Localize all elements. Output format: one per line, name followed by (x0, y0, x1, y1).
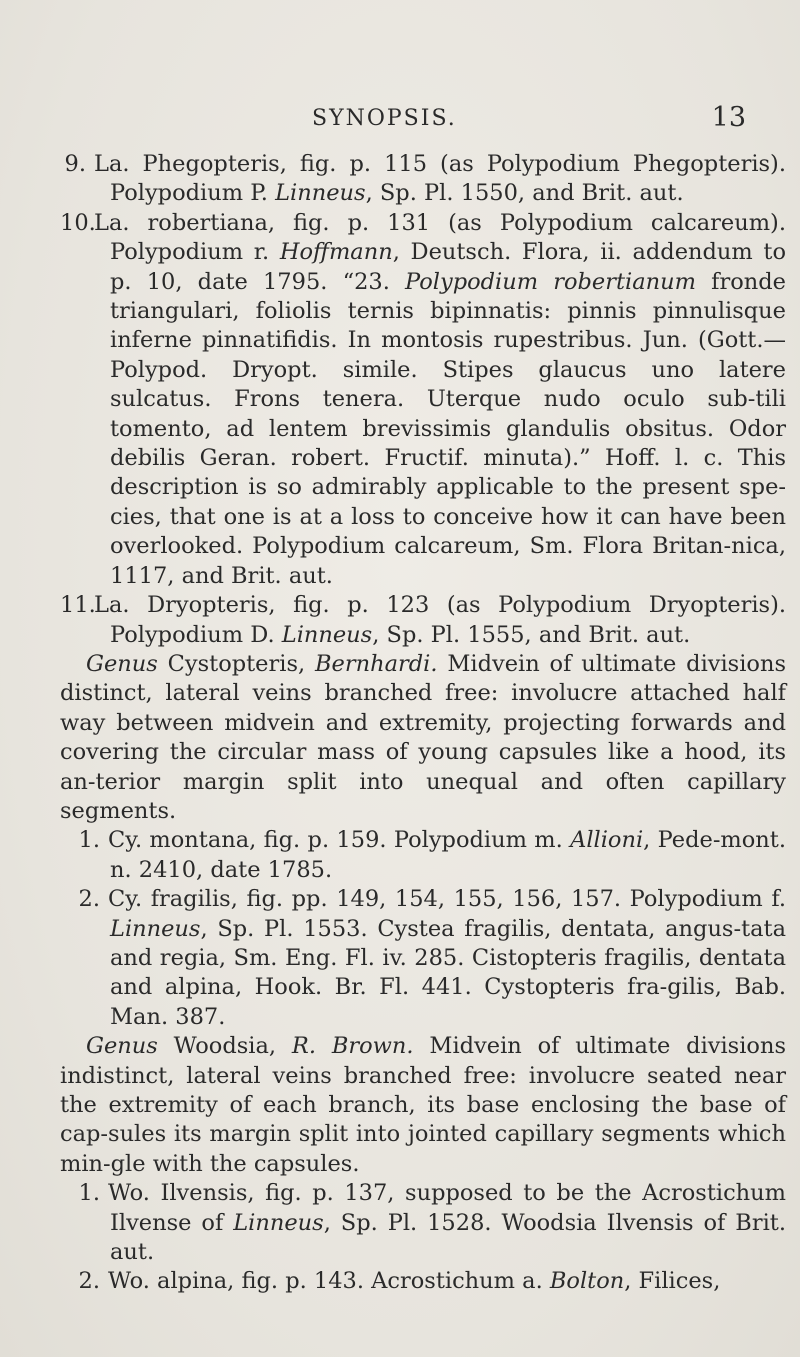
entry-number: 10. (60, 209, 96, 236)
genus-label: Genus (86, 1033, 158, 1060)
entry-text: , Sp. Pl. 1550, and Brit. aut. (365, 180, 684, 207)
genus-description: Midvein of ultimate divisions distinct, lateral veins branched free: involucre attached half way between midvein and extremity, projecting forwards and covering the circular mass of young capsules like a hood, its an-terior margin split into unequal and often capillary segments. (60, 650, 786, 824)
entry-text: , Sp. Pl. 1553. Cystea fragilis, dentata, angus-tata and regia, Sm. Eng. Fl. iv. 285. Cistopteris fragilis, dentata and alpina, Hook. Br. Fl. 441. Cystopteris fra-gilis, Bab. Man. 387. (110, 915, 786, 1030)
genus-author: R. Brown. (291, 1033, 414, 1060)
entry-text: Wo. alpina, fig. p. 143. Acrostichum a. (108, 1268, 550, 1295)
entry-number: 1. (78, 827, 100, 854)
page-number: 13 (711, 102, 746, 133)
author-name: Linneus (281, 621, 373, 648)
author-name: Linneus (275, 180, 366, 207)
entry-text: Cy. montana, fig. p. 159. Polypodium m. (108, 827, 571, 854)
author-name: Allioni (570, 827, 644, 854)
genus-author: Bernhardi. (315, 650, 438, 677)
entry-11 (60, 591, 786, 650)
entry-10 (60, 209, 786, 591)
entry-number: 2. (78, 886, 100, 913)
genus-name: Woodsia, (157, 1033, 292, 1060)
genus-woodsia (60, 1032, 786, 1179)
genus-cystopteris (60, 650, 786, 826)
entry-text: , Sp. Pl. 1555, and Brit. aut. (372, 621, 691, 648)
entry-number: 11. (60, 592, 96, 619)
entry-text: Cy. fragilis, fig. pp. 149, 154, 155, 156, 157. Polypodium f. (108, 886, 786, 913)
body-text (60, 150, 786, 1297)
entry-text: , Deutsch. Flora, ii. addendum to p. 10, date 1795. “23. (110, 239, 787, 295)
author-name: Linneus (110, 915, 201, 942)
entry-text: , Pede-mont. n. 2410, date 1785. (110, 827, 786, 883)
running-header (0, 102, 800, 136)
cystopteris-species-2 (60, 885, 786, 1032)
entry-text: La. robertiana, fig. p. 131 (as Polypodium calcareum). Polypodium r. (94, 209, 786, 266)
genus-label: Genus (86, 650, 158, 677)
entry-text: La. Dryopteris, fig. p. 123 (as Polypodium Dryopteris). Polypodium D. (94, 592, 786, 648)
woodsia-species-2 (60, 1267, 786, 1296)
entry-number: 1. (78, 1180, 100, 1207)
author-name: Hoffmann (279, 239, 393, 266)
entry-number: 2. (78, 1268, 100, 1295)
genus-name: Cystopteris, (157, 650, 315, 677)
entry-text: , Sp. Pl. 1528. Woodsia Ilvensis of Brit. aut. (110, 1209, 786, 1266)
author-name: Bolton (549, 1268, 625, 1295)
entry-text: fronde triangulari, foliolis ternis bipinnatis: pinnis pinnulisque inferne pinnatifidis. In montosis rupestribus. Jun. (Gott.— Polypod. Dryopt. simile. Stipes glaucus uno latere sulcatus. Frons tenera. Uterque nudo oculo sub-tili tomento, ad lentem brevissimis glandulis obsitus. Odor debilis Geran. robert. Fructif. minuta).” Hoff. l. c. This description is so admirably applicable to the present spe-cies, that one is at a loss to conceive how it can have been overlooked. Polypodium calcareum, Sm. Flora Britan-nica, 1117, and Brit. aut. (110, 268, 786, 589)
species-name: Polypodium robertianum (405, 268, 696, 295)
entry-text: Wo. Ilvensis, fig. p. 137, supposed to be the Acrostichum Ilvense of (108, 1180, 786, 1236)
woodsia-species-1 (60, 1179, 786, 1267)
cystopteris-species-1 (60, 826, 786, 885)
entry-9 (60, 150, 786, 209)
genus-description: Midvein of ultimate divisions indistinct, lateral veins branched free: involucre seated near the extremity of each branch, its base enclosing the base of cap-sules its margin split into jointed capillary segments which min-gle with the capsules. (60, 1033, 786, 1177)
author-name: Linneus (233, 1209, 324, 1236)
entry-text: La. Phegopteris, fig. p. 115 (as Polypodium Phegopteris). Polypodium P. (94, 151, 786, 207)
running-title: SYNOPSIS. (312, 106, 457, 131)
entry-text: , Filices, (624, 1268, 721, 1295)
entry-number: 9. (64, 151, 86, 177)
